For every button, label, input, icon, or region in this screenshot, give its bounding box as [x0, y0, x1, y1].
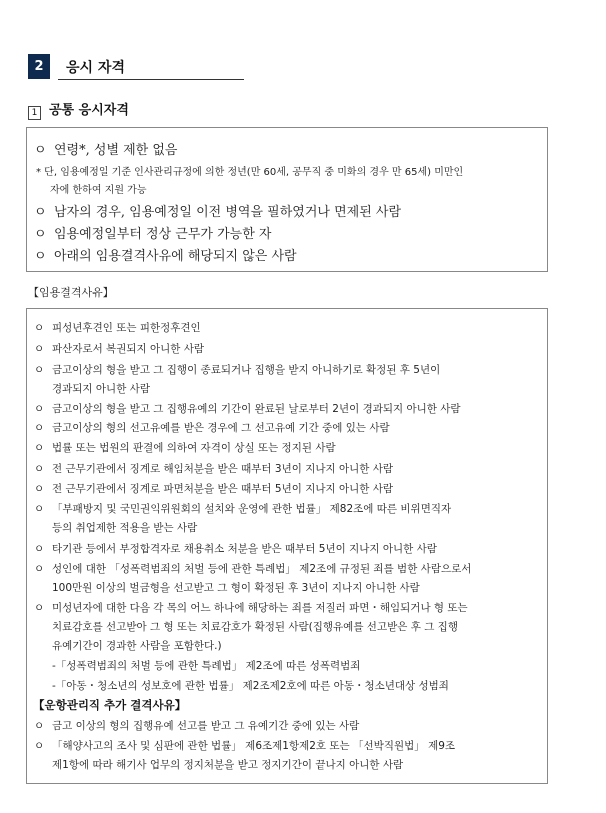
disq-line: 파산자로서 복권되지 아니한 사람 [52, 343, 205, 355]
bullet: ㅇ [34, 720, 45, 732]
disq-line: 「부패방지 및 국민권익위원회의 설치와 운영에 관한 법률」 제82조에 따른 비위면직자 [52, 503, 452, 515]
disq-line: 유예기간이 경과한 사람을 포함한다.) [52, 640, 222, 652]
eligibility-note: * 단, 임용예정일 기준 인사관리규정에 의한 정년(만 60세, 공무직 중 미화의 경우 만 65세) 미만인 [36, 167, 464, 178]
section-title: 응시 자격 [66, 60, 125, 76]
bullet: ㅇ [34, 322, 45, 334]
extra-line: 금고 이상의 형의 집행유예 선고를 받고 그 유예기간 중에 있는 사람 [52, 720, 360, 732]
bullet: ㅇ [34, 483, 45, 495]
disq-line: 타기관 등에서 부정합격자로 채용취소 처분을 받은 때부터 5년이 지나지 아니한 사람 [52, 543, 437, 555]
extra-disqualification-title: 【운항관리직 추가 결격사유】 [33, 698, 187, 712]
bullet: ㅇ [34, 249, 47, 264]
section-header [28, 54, 244, 80]
disq-line: 금고이상의 형을 받고 그 집행유예의 기간이 완료된 날로부터 2년이 경과되지 아니한 사람 [52, 403, 461, 415]
bullet: ㅇ [34, 205, 47, 220]
disq-subitem: -「아동・청소년의 성보호에 관한 법률」 제2조제2호에 따른 아동・청소년대상 성범죄 [52, 680, 449, 692]
bullet: ㅇ [34, 143, 47, 158]
bullet: ㅇ [34, 403, 45, 415]
bullet: ㅇ [34, 563, 45, 575]
eligibility-disqualification: 아래의 임용결격사유에 해당되지 않은 사람 [54, 249, 297, 264]
disqualification-label: 【임용결격사유】 [28, 286, 114, 299]
disq-subitem: -「성폭력범죄의 처벌 등에 관한 특례법」 제2조에 따른 성폭력범죄 [52, 660, 361, 672]
section-underline [58, 79, 244, 80]
disq-line: 금고이상의 형을 받고 그 집행이 종료되거나 집행을 받지 아니하기로 확정된 후 5년이 [52, 364, 441, 376]
subsection-header [28, 99, 129, 120]
bullet: ㅇ [34, 463, 45, 475]
bullet: ㅇ [34, 227, 47, 242]
bullet: ㅇ [34, 442, 45, 454]
disq-line: 법률 또는 법원의 판결에 의하여 자격이 상실 또는 정지된 사람 [52, 442, 336, 454]
bullet: ㅇ [34, 422, 45, 434]
extra-line: 「해양사고의 조사 및 심판에 관한 법률」 제6조제1항제2호 또는 「선박직원법」 제9조 [52, 740, 456, 752]
disq-line: 미성년자에 대한 다음 각 목의 어느 하나에 해당하는 죄를 저질러 파면・해임되거나 형 또는 [52, 602, 468, 614]
eligibility-work: 임용예정일부터 정상 근무가 가능한 자 [54, 227, 272, 242]
disq-line: 치료감호를 선고받아 그 형 또는 치료감호가 확정된 사람(집행유예를 선고받은 후 그 집행 [52, 621, 458, 633]
eligibility-age-gender: 연령*, 성별 제한 없음 [54, 143, 178, 158]
disq-line: 전 근무기관에서 징계로 파면처분을 받은 때부터 5년이 지나지 아니한 사람 [52, 483, 394, 495]
disq-line: 100만원 이상의 벌금형을 선고받고 그 형이 확정된 후 3년이 지나지 아니한 사람 [52, 582, 420, 594]
disq-line: 금고이상의 형의 선고유예를 받은 경우에 그 선고유예 기간 중에 있는 사람 [52, 422, 390, 434]
bullet: ㅇ [34, 602, 45, 614]
disq-line: 피성년후견인 또는 피한정후견인 [52, 322, 201, 334]
disq-line: 경과되지 아니한 사람 [52, 383, 150, 395]
bullet: ㅇ [34, 343, 45, 355]
subsection-title: 공통 응시자격 [49, 103, 129, 118]
bullet: ㅇ [34, 503, 45, 515]
bullet: ㅇ [34, 740, 45, 752]
disq-line: 전 근무기관에서 징계로 해임처분을 받은 때부터 3년이 지나지 아니한 사람 [52, 463, 394, 475]
section-number: 2 [28, 54, 50, 79]
bullet: ㅇ [34, 364, 45, 376]
eligibility-military: 남자의 경우, 임용예정일 이전 병역을 필하였거나 면제된 사람 [54, 205, 402, 220]
disq-line: 성인에 대한 「성폭력범죄의 처벌 등에 관한 특례법」 제2조에 규정된 죄를 범한 사람으로서 [52, 563, 472, 575]
extra-line: 제1항에 따라 해기사 업무의 정지처분을 받고 정지기간이 끝나지 아니한 사람 [52, 759, 404, 771]
bullet: ㅇ [34, 543, 45, 555]
disq-line: 등의 취업제한 적용을 받는 사람 [52, 522, 198, 534]
eligibility-note-cont: 자에 한하여 지원 가능 [50, 185, 147, 196]
subsection-marker: 1 [28, 106, 41, 120]
